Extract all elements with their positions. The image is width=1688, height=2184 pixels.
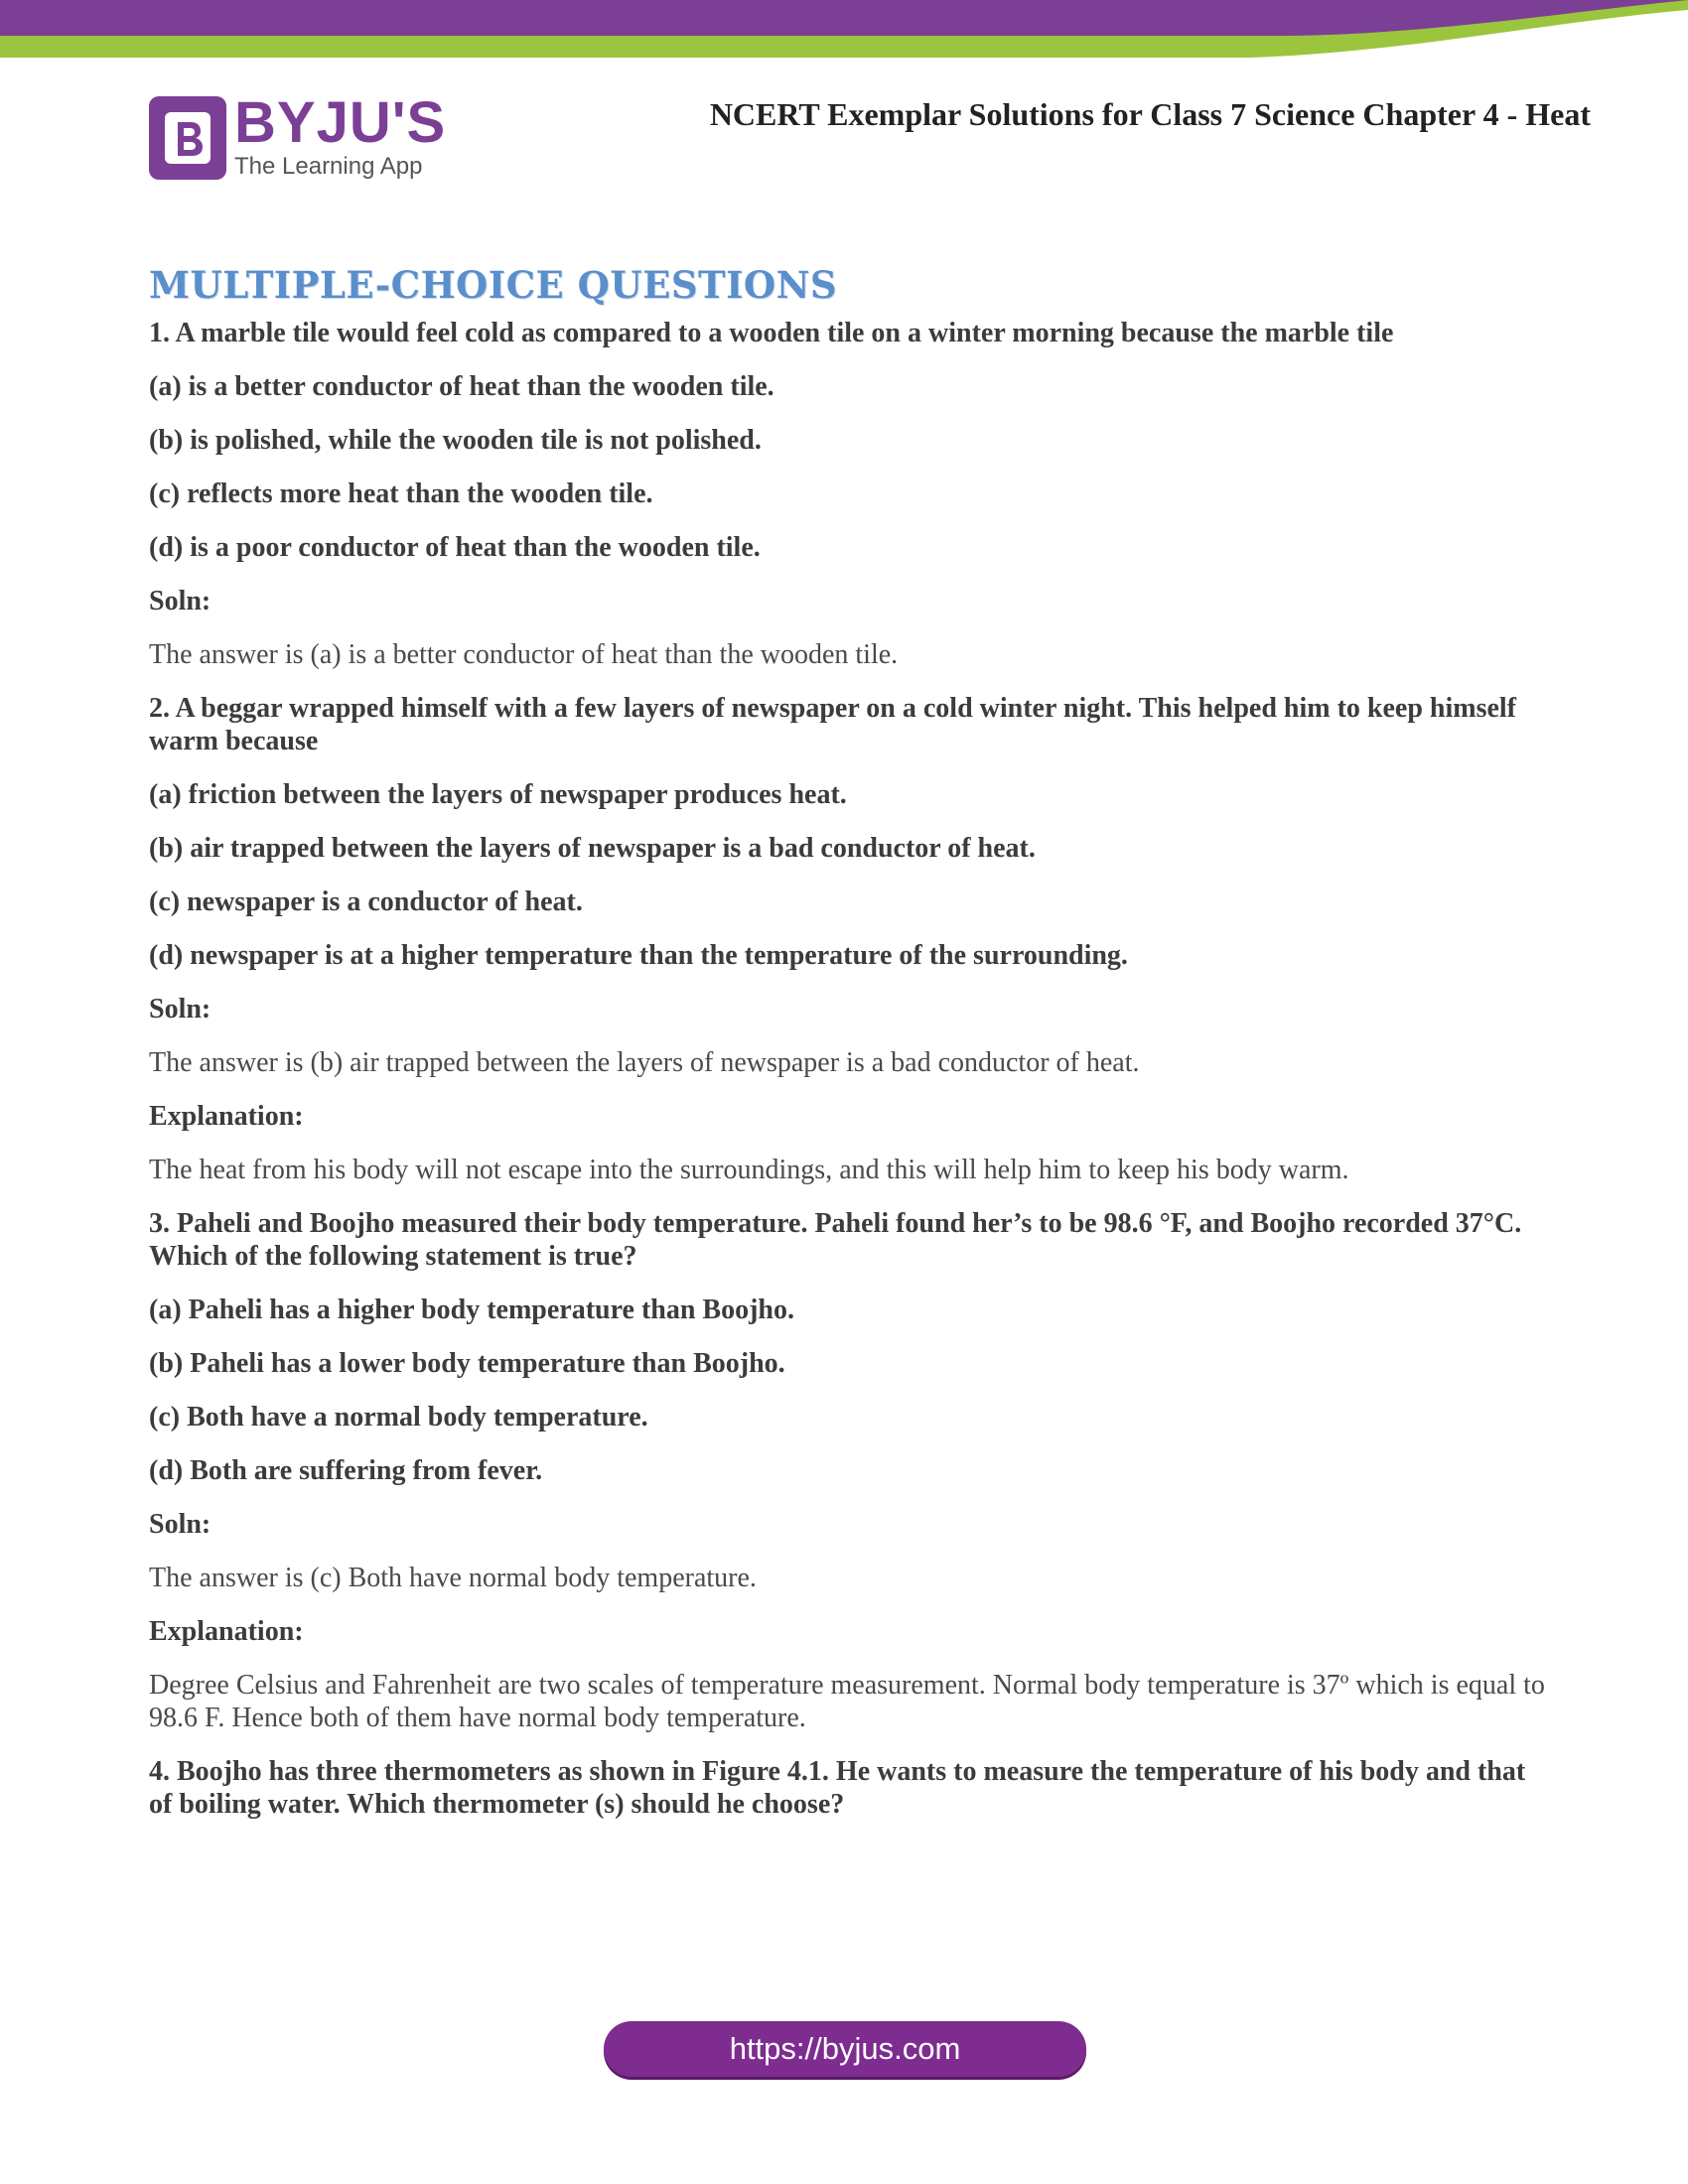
question-4: 4. Boojho has three thermometers as shown in Figure 4.1. He wants to measure the temperature of his body and that of boiling water. Which thermometer (s) should he choose? [149, 1756, 1526, 1820]
question-2-explanation: The heat from his body will not escape into the surroundings, and this will help him to keep his body warm. [149, 1155, 1349, 1185]
main-content [149, 263, 1549, 1842]
question-2-option-c: (c) newspaper is a conductor of heat. [149, 887, 583, 917]
question-1-option-a: (a) is a better conductor of heat than the wooden tile. [149, 371, 774, 402]
question-2-explanation-label: Explanation: [149, 1101, 304, 1132]
question-3-option-c: (c) Both have a normal body temperature. [149, 1402, 648, 1433]
question-3-option-a: (a) Paheli has a higher body temperature than Boojho. [149, 1295, 794, 1325]
footer-url-link[interactable]: https://byjus.com [729, 2031, 961, 2066]
question-2-option-d: (d) newspaper is at a higher temperature than the temperature of the surrounding. [149, 940, 1128, 971]
question-1-option-d: (d) is a poor conductor of heat than the wooden tile. [149, 532, 761, 563]
question-3-explanation-label: Explanation: [149, 1616, 304, 1647]
question-2-option-b: (b) air trapped between the layers of newspaper is a bad conductor of heat. [149, 833, 1036, 864]
question-2-answer: The answer is (b) air trapped between the layers of newspaper is a bad conductor of heat. [149, 1047, 1140, 1078]
question-1-soln-label: Soln: [149, 586, 211, 616]
logo-brand-name: BYJU'S [234, 90, 447, 155]
question-1: 1. A marble tile would feel cold as compared to a wooden tile on a winter morning because the marble tile [149, 318, 1394, 348]
question-2-soln-label: Soln: [149, 994, 211, 1024]
question-3-soln-label: Soln: [149, 1509, 211, 1540]
question-1-answer: The answer is (a) is a better conductor of heat than the wooden tile. [149, 639, 899, 670]
question-2: 2. A beggar wrapped himself with a few layers of newspaper on a cold winter night. This helped him to keep himself warm because [149, 693, 1517, 756]
section-heading: MULTIPLE-CHOICE QUESTIONS [149, 263, 838, 307]
header-decorative-band [0, 0, 1688, 69]
question-3: 3. Paheli and Boojho measured their body temperature. Paheli found her’s to be 98.6 °F, and Boojho recorded 37°C. Which of the following statement is true? [149, 1208, 1522, 1272]
question-3-explanation: Degree Celsius and Fahrenheit are two scales of temperature measurement. Normal body temperature is 37º which is equal to 98.6 F. Hence both of them have normal body temperature. [149, 1670, 1545, 1733]
question-3-option-d: (d) Both are suffering from fever. [149, 1455, 543, 1486]
question-3-answer: The answer is (c) Both have normal body temperature. [149, 1563, 757, 1593]
question-2-option-a: (a) friction between the layers of newspaper produces heat. [149, 779, 847, 810]
document-title: NCERT Exemplar Solutions for Class 7 Science Chapter 4 - Heat [709, 96, 1591, 132]
question-1-option-b: (b) is polished, while the wooden tile is not polished. [149, 425, 762, 456]
byjus-logo [149, 90, 447, 181]
logo-tagline: The Learning App [234, 153, 423, 180]
footer-url-banner[interactable] [604, 2021, 1086, 2077]
question-1-option-c: (c) reflects more heat than the wooden tile. [149, 478, 653, 509]
question-3-option-b: (b) Paheli has a lower body temperature than Boojho. [149, 1348, 785, 1379]
logo-b-icon [149, 96, 226, 180]
